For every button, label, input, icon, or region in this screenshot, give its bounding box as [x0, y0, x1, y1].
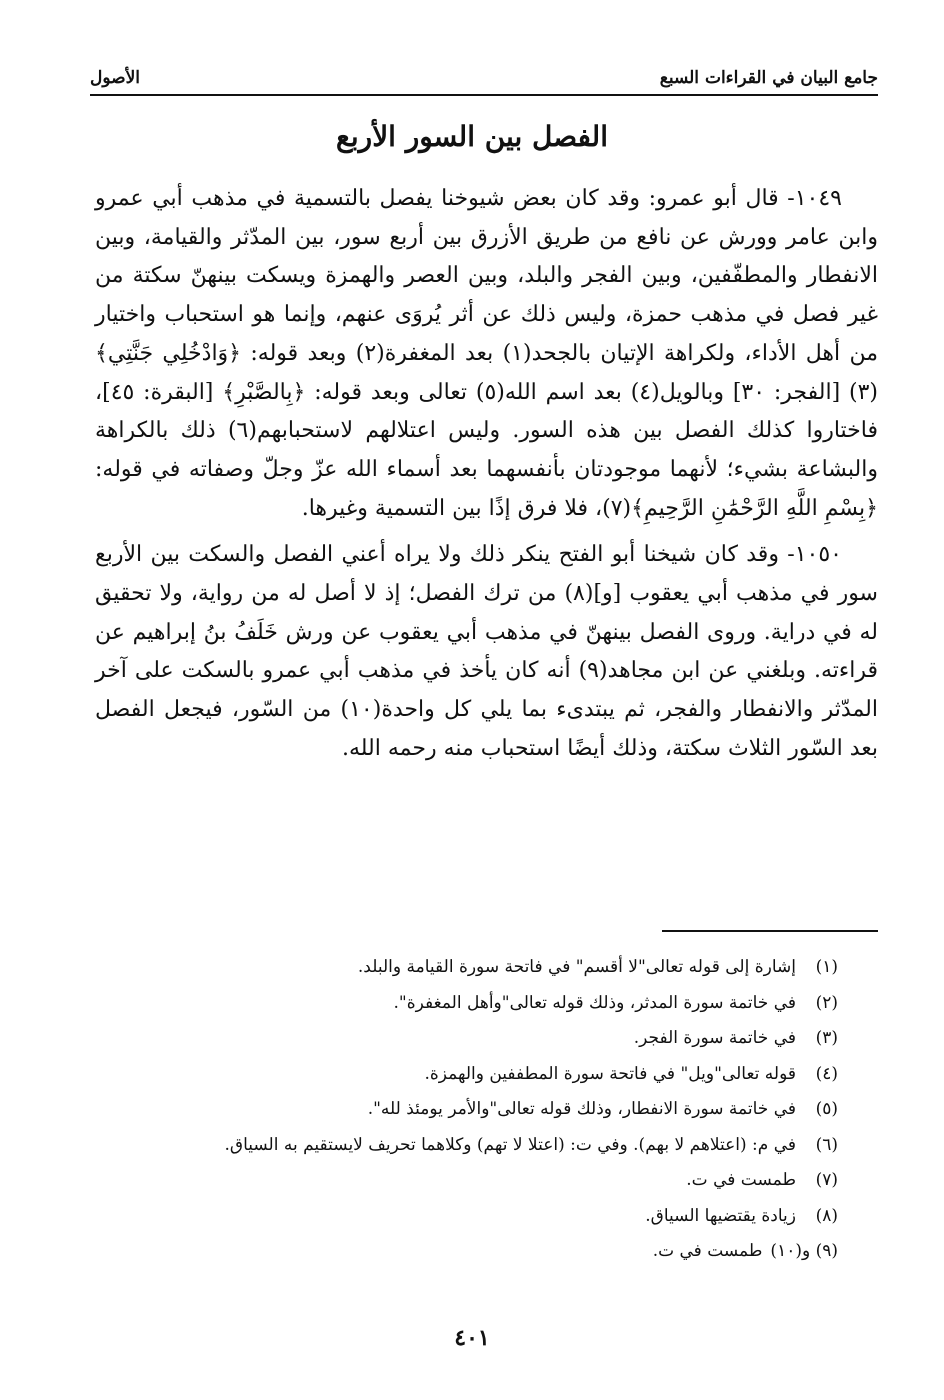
footnote-number: (٨) [815, 1205, 838, 1226]
footnote-text: في خاتمة سورة الانفطار، وذلك قوله تعالى"والأمر يومئذ لله". [367, 1099, 796, 1119]
footnote [100, 1234, 838, 1270]
footnote-number: (٧) [815, 1170, 838, 1190]
paragraph-1049: ١٠٤٩- قال أبو عمرو: وقد كان بعض شيوخنا يفصل بالتسمية في مذهب أبي عمرو وابن عامر وورش عن نافع من طريق الأزرق بين أربع سور، بين المدّثر والقيامة، وبين الانفطار والمطفّفين، وبين الفجر والبلد، وبين العصر والهمزة ويسكت بينهنّ سكتة من غير فصل في مذهب حمزة، وليس ذلك عن أثر يُروَى عنهم، وإنما هو استحباب واختيار من أهل الأداء، ولكراهة الإتيان بالجحد(١) بعد المغفرة(٢) وبعد قوله: ﴿وَادْخُلِي جَنَّتِي﴾(٣) [الفجر: ٣٠] وبالويل(٤) بعد اسم الله(٥) تعالى وبعد قوله: ﴿بِالصَّبْرِ﴾ [البقرة: ٤٥]، فاختاروا كذلك الفصل بين هذه السور. وليس اعتلالهم لاستحبابهم(٦) ذلك بالكراهة والبشاعة بشيء؛ لأنهما موجودتان بأنفسهما بعد أسماء الله عزّ وجلّ وصفاته في قوله: ﴿بِسْمِ اللَّهِ الرَّحْمَٰنِ الرَّحِيمِ﴾(٧)، فلا فرق إذًا بين التسمية وغيرها. [95, 186, 878, 521]
paragraph-1050: ١٠٥٠- وقد كان شيخنا أبو الفتح ينكر ذلك ولا يراه أعني الفصل والسكت بين الأربع سور في مذهب أبي يعقوب [و](٨) من ترك الفصل؛ إذ لا أصل له من رواية، ولا تحقيق له في دراية. وروى الفصل بينهنّ في مذهب أبي يعقوب عن ورش خَلَفُ بنُ إبراهيم عن قراءته. وبلغني عن ابن مجاهد(٩) أنه كان يأخذ في مذهب أبي عمرو بالسكت على آخر المدّثر والانفطار والفجر، ثم يبتدىء بما يلي كل واحدة(١٠) من السّور، فيجعل الفصل بعد السّور الثلاث سكتة، وذلك أيضًا استحباب منه رحمه الله. [95, 542, 878, 761]
footnote-text: في خاتمة سورة الفجر. [633, 1028, 796, 1048]
page-number: ٤٠١ [454, 1325, 490, 1351]
footnote [100, 1092, 838, 1128]
footnote-text: طمست في ت. [652, 1241, 763, 1261]
footnote-number: (٩) و(١٠) [770, 1241, 838, 1261]
footnote-text: قوله تعالى"ويل" في فاتحة سورة المطففين والهمزة. [424, 1063, 796, 1084]
footnote [100, 1199, 838, 1235]
book-title: جامع البيان في القراءات السبع [659, 68, 878, 88]
footnote [100, 1057, 838, 1093]
footnote-text: إشارة إلى قوله تعالى"لا أقسم" في فاتحة سورة القيامة والبلد. [357, 957, 796, 977]
footnote-number: (٤) [815, 1063, 838, 1084]
chapter-title: الفصل بين السور الأربع [335, 120, 608, 153]
footnote-number: (٥) [815, 1099, 838, 1119]
main-text [95, 180, 878, 777]
section-title: الأصول [90, 68, 140, 88]
footnote [100, 986, 838, 1022]
footnote-number: (٣) [815, 1028, 838, 1048]
footnote [100, 950, 838, 986]
running-header [90, 58, 878, 96]
footnote-number: (٦) [815, 1134, 838, 1155]
footnote-text: طمست في ت. [686, 1170, 796, 1190]
footnote [100, 1128, 838, 1164]
footnote-text: في خاتمة سورة المدثر، وذلك قوله تعالى"وأهل المغفرة". [393, 992, 796, 1013]
footnote [100, 1163, 838, 1199]
footnote-text: في م: (اعتلاهم لا بهم). وفي ت: (اعتلا لا تهم) وكلاهما تحريف لايستقيم به السياق. [224, 1134, 796, 1155]
footnote-number: (١) [815, 957, 838, 977]
footnote-number: (٢) [815, 992, 838, 1013]
footnote-text: زيادة يقتضيها السياق. [645, 1205, 796, 1226]
footnote-divider [662, 930, 878, 932]
footnote [100, 1021, 838, 1057]
footnotes [100, 950, 838, 1270]
